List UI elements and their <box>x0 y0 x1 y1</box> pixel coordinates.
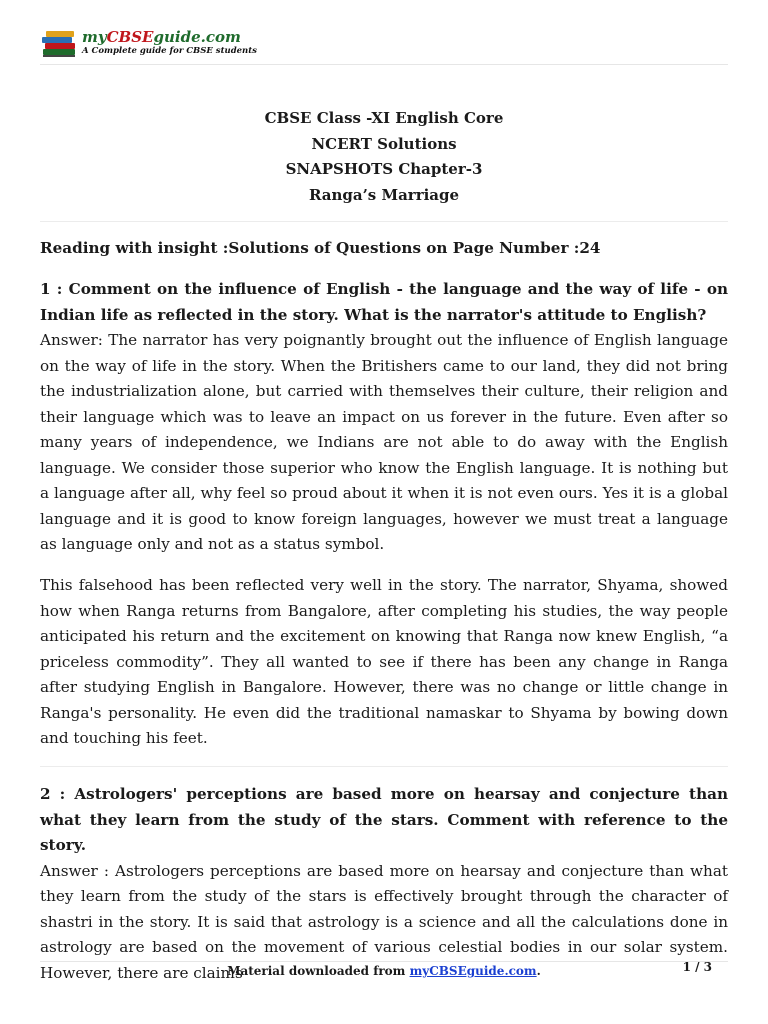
footer-suffix: . <box>536 964 541 978</box>
question-2: 2 : Astrologers' perceptions are based more on hearsay and conjecture than what they learn from the study of the stars. Comment with reference to the story. <box>40 785 728 854</box>
answer-1: Answer: The narrator has very poignantly brought out the influence of English language on the way of life in the story. When the Britishers came to our land, they did not bring the industrialization alone, but carried with themselves their culture, their religion and their language which was to leave an impact on us forever in the future. Even after so many years of independence, we Indians are not able to do away with the English language. We consider those superior who know the English language. It is nothing but a language after all, why feel so proud about it when it is not even ours. Yes it is a global language and it is good to know foreign languages, however we must treat a language as language only and not as a status symbol. <box>40 331 728 553</box>
document-titles <box>0 106 768 208</box>
footer-prefix: Material downloaded from <box>227 964 410 978</box>
page-footer <box>40 960 728 978</box>
question-2-block <box>40 782 728 986</box>
section-heading-block <box>40 236 728 262</box>
title-chapter: SNAPSHOTS Chapter-3 <box>285 160 483 178</box>
answer-2: Answer : Astrologers perceptions are based more on hearsay and conjecture than what they learn from the study of the stars is effectively brought through the character of shastri in the story. It is said that astrology is a science and all the calculations done in astrology are based on the movement of various celestial bodies in our solar system. However, there are claims <box>40 861 728 982</box>
section-heading: Reading with insight :Solutions of Questions on Page Number :24 <box>40 239 601 257</box>
logo-name-cbse: CBSE <box>106 28 154 47</box>
title-class: CBSE Class -XI English Core <box>264 109 504 127</box>
divider <box>40 766 728 767</box>
logo-name-prefix: my <box>82 28 107 47</box>
answer-1-continued: This falsehood has been reflected very well in the story. The narrator, Shyama, showed how when Ranga returns from Bangalore, after completing his studies, the way people anticipated his return and the excitement on knowing that Ranga now knew English, “a priceless commodity”. They all wanted to see if there has been any change in Ranga after studying English in Bangalore. However, there was no change or little change in Ranga's personality. He even did the traditional namaskar to Shyama by bowing down and touching his feet. <box>40 576 728 747</box>
page-number: 1 / 3 <box>682 960 712 974</box>
answer-1-continued-block <box>40 573 728 752</box>
question-1: 1 : Comment on the influence of English - the language and the way of life - on Indian life as reflected in the story. What is the narrator's attitude to English? <box>40 280 728 324</box>
title-solutions: NCERT Solutions <box>311 134 457 153</box>
footer-link[interactable]: myCBSEguide.com <box>409 964 537 978</box>
page-header <box>40 22 728 65</box>
logo-name-suffix: guide.com <box>153 28 241 47</box>
divider <box>40 221 728 222</box>
books-logo-icon <box>40 27 80 59</box>
logo-tagline: A Complete guide for CBSE students <box>82 46 257 57</box>
title-story: Ranga’s Marriage <box>308 185 460 204</box>
footer-text <box>40 964 728 978</box>
site-logo[interactable] <box>40 26 257 60</box>
question-1-block <box>40 277 728 558</box>
